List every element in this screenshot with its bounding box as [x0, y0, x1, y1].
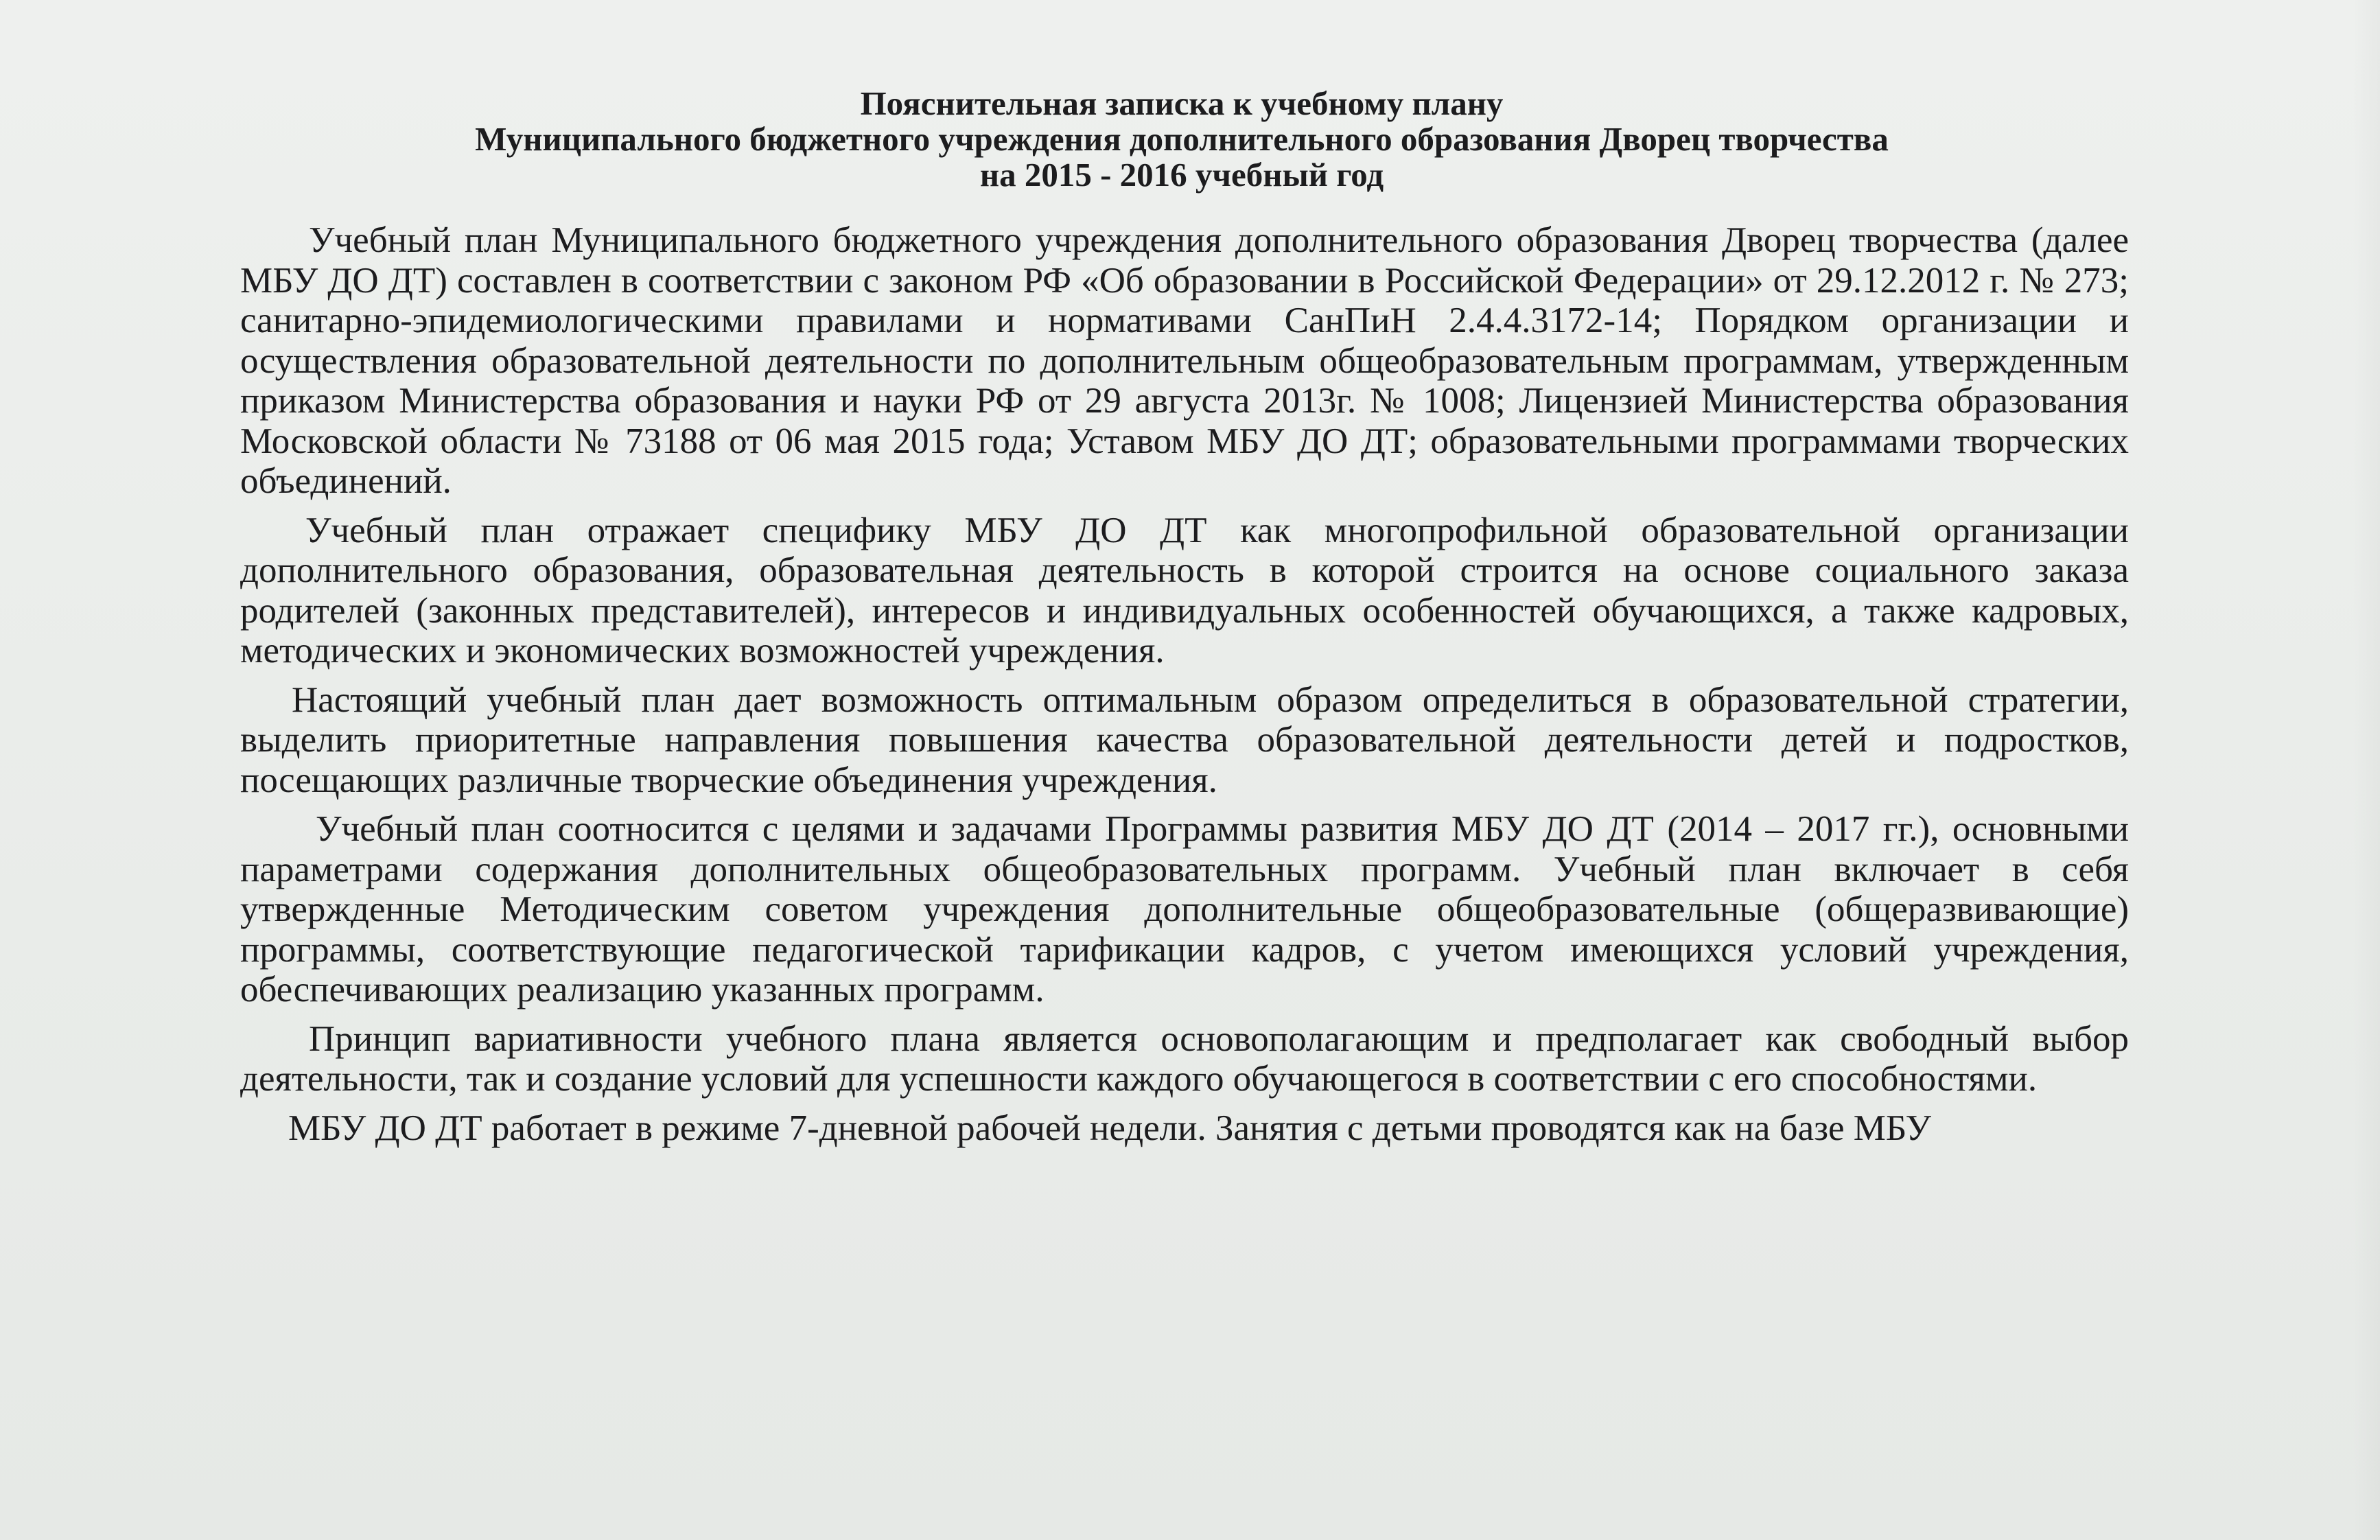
paragraph-6: МБУ ДО ДТ работает в режиме 7-дневной рабочей недели. Занятия с детьми проводятся как на базе МБУ	[288, 1108, 1932, 1148]
paragraph-5: Принцип вариативности учебного плана является основополагающим и предполагает как свободный выбор деятельности, так и создание условий для успешности каждого обучающегося в соответствии с его способностями.	[240, 1018, 2129, 1099]
paragraph-3: Настоящий учебный план дает возможность оптимальным образом определиться в образовательной стратегии, выделить приоритетные направления повышения качества образовательной деятельности детей и подростков, посещающих различные творческие объединения учреждения.	[240, 679, 2129, 800]
paragraph-2: Учебный план отражает специфику МБУ ДО ДТ как многопрофильной образовательной организации дополнительного образования, образовательная деятельность в которой строится на основе социального заказа родителей (законных представителей), интересов и индивидуальных особенностей обучающихся, а также кадровых, методических и экономических возможностей учреждения.	[240, 510, 2129, 670]
paragraph-1: Учебный план Муниципального бюджетного учреждения дополнительного образования Дворец творчества (далее МБУ ДО ДТ) составлен в соответствии с законом РФ «Об образовании в Российской Федерации» от 29.12.2012 г. № 273; санитарно-эпидемиологическими правилами и нормативами СанПиН 2.4.4.3172-14; Порядком организации и осуществления образовательной деятельности по дополнительным общеобразовательным программам, утвержденным приказом Министерства образования и науки РФ от 29 августа 2013г. № 1008; Лицензией Министерства образования Московской области № 73188 от 06 мая 2015 года; Уставом МБУ ДО ДТ; образовательными программами творческих объединений.	[240, 220, 2129, 501]
document-title	[303, 86, 2060, 193]
paragraph-4: Учебный план соотносится с целями и задачами Программы развития МБУ ДО ДТ (2014 – 2017 гг.), основными параметрами содержания дополнительных общеобразовательных программ. Учебный план включает в себя утвержденные Методическим советом учреждения дополнительные общеобразовательные (общеразвивающие) программы, соответствующие педагогической тарификации кадров, с учетом имеющихся условий учреждения, обеспечивающих реализацию указанных программ.	[240, 809, 2129, 1010]
title-line-3: на 2015 - 2016 учебный год	[979, 156, 1384, 194]
document-content	[240, 86, 2129, 1148]
document-body	[240, 220, 2129, 1148]
title-line-2: Муниципального бюджетного учреждения дополнительного образования Дворец творчества	[475, 120, 1889, 158]
title-line-1: Пояснительная записка к учебному плану	[860, 84, 1504, 122]
